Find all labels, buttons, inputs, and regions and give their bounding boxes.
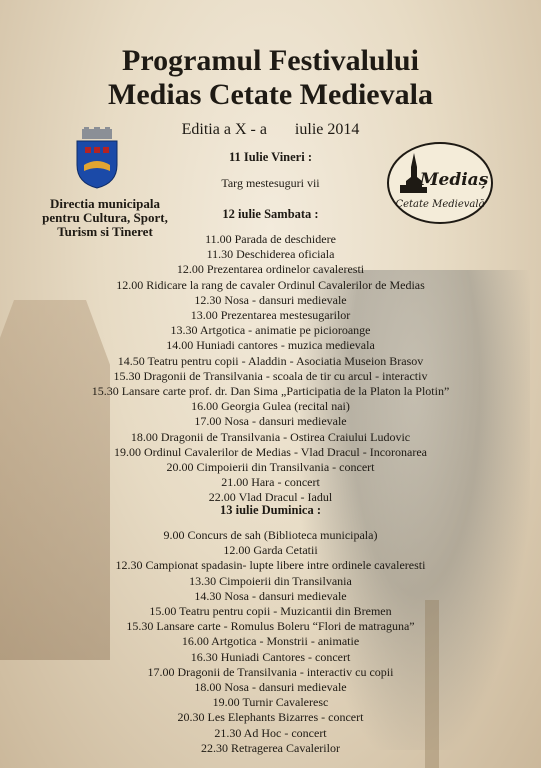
svg-text:Mediaș: Mediaș [419,170,489,190]
program-item: 12.30 Campionat spadasin- lupte libere intre ordinele cavaleresti [115,558,426,573]
program-item: 16.00 Georgia Gulea (recital nai) [191,399,350,414]
organizer-line: Turism si Tineret [57,224,153,239]
program-item: 20.30 Les Elephants Bizarres - concert [177,710,364,725]
program-item: 16.00 Artgotica - Monstrii - animatie [181,634,360,649]
program-item: 20.00 Cimpoierii din Transilvania - concert [166,460,375,474]
organizer-line: Directia municipala [50,196,160,211]
program-item: 21.00 Hara - concert [221,475,320,490]
day-heading: 13 iulie Duminica : [219,503,322,517]
program-item: 13.00 Prezentarea mestesugarilor [190,308,351,322]
program-item: 13.30 Cimpoierii din Transilvania [189,573,352,588]
program-item: 18.00 Nosa - dansuri medievale [194,680,347,694]
program-item: 15.00 Teatru pentru copii - Muzicantii din Bremen [149,604,392,618]
program-item: 12.00 Prezentarea ordinelor cavaleresti [176,262,365,277]
program-item: 17.00 Dragonii de Transilvania - interactiv cu copii [147,664,394,679]
program-item: 14.00 Huniadi cantores - muzica medievala [166,338,375,353]
program-item: 14.50 Teatru pentru copii - Aladdin - Asociatia Museion Brasov [117,353,424,368]
program-item: 15.30 Dragonii de Transilvania - scoala de tir cu arcul - interactiv [113,368,428,383]
poster-title-line1: Programul Festivalului [122,44,419,77]
program-item: 15.30 Lansare carte - Romulus Boleru “Flori de matraguna” [126,619,415,634]
edition-date: iulie 2014 [294,121,360,138]
svg-text:Cetate Medievală: Cetate Medievală [395,199,485,210]
organizer-line: pentru Cultura, Sport, [42,210,168,225]
program-item: 17.00 Nosa - dansuri medievale [194,414,347,429]
program-item: 15.30 Lansare carte prof. dr. Dan Sima „Participatia de la Platon la Plotin” [91,384,450,398]
program-item: 19.00 Turnir Cavaleresc [212,695,329,710]
day-heading: 11 Iulie Vineri : [229,150,312,164]
program-item: 14.30 Nosa - dansuri medievale [194,588,347,603]
program-item: 11.00 Parada de deschidere [205,232,336,246]
program-item: 16.30 Huniadi Cantores - concert [190,649,351,664]
day-heading: 12 iulie Sambata : [222,207,319,221]
program-item: 12.00 Garda Cetatii [223,543,318,558]
program-item: 22.30 Retragerea Cavalerilor [201,740,340,755]
program-item: 11.30 Deschiderea oficiala [206,247,335,262]
program-item: 19.00 Ordinul Cavalerilor de Medias - Vlad Dracul - Incoronarea [113,444,427,459]
program-item: 13.30 Artgotica - animatie pe picioroange [170,323,371,338]
program-item: 9.00 Concurs de sah (Biblioteca municipala) [163,528,378,542]
program-item: 18.00 Dragonii de Transilvania - Ostirea Craiului Ludovic [130,429,411,444]
program-item: 12.00 Ridicare la rang de cavaler Ordinul Cavalerilor de Medias [116,277,425,292]
program-item: 21.30 Ad Hoc - concert [214,725,327,740]
program-item: 12.30 Nosa - dansuri medievale [194,292,347,307]
program-item: Targ mestesuguri vii [221,176,320,190]
program-item: 22.00 Vlad Dracul - Iadul [208,490,333,505]
poster-title-line2: Medias Cetate Medievala [108,78,433,111]
edition-label: Editia a X - a [181,121,267,138]
